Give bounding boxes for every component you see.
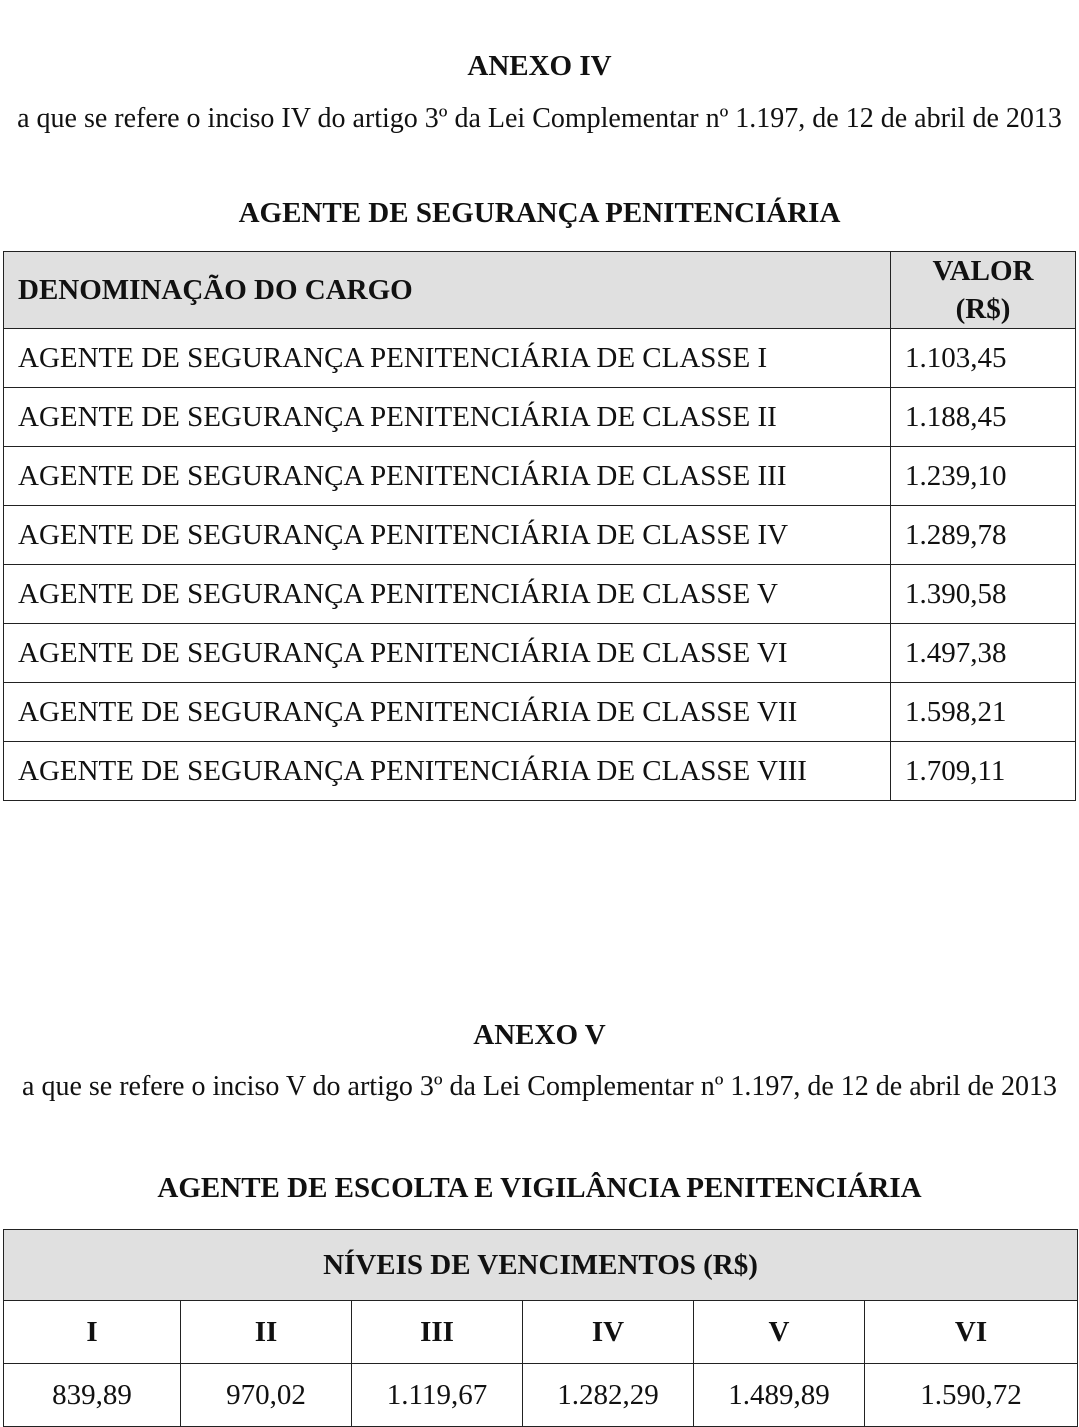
cargo-value: 1.103,45 (891, 329, 1076, 388)
cargo-value: 1.289,78 (891, 506, 1076, 565)
cargo-name: AGENTE DE SEGURANÇA PENITENCIÁRIA DE CLASSE VIII (4, 742, 891, 801)
annex-iv-table (3, 251, 1076, 801)
cargo-name: AGENTE DE SEGURANÇA PENITENCIÁRIA DE CLASSE IV (4, 506, 891, 565)
level-header: VI (865, 1301, 1078, 1364)
table-row (4, 565, 1076, 624)
level-value: 1.590,72 (865, 1364, 1078, 1427)
table-row (4, 447, 1076, 506)
cargo-name: AGENTE DE SEGURANÇA PENITENCIÁRIA DE CLASSE III (4, 447, 891, 506)
level-header: II (181, 1301, 352, 1364)
annex-iv-subtitle: a que se refere o inciso IV do artigo 3º da Lei Complementar nº 1.197, de 12 de abril de 2013 (17, 103, 1062, 134)
level-value: 970,02 (181, 1364, 352, 1427)
table-row (4, 624, 1076, 683)
level-header: I (4, 1301, 181, 1364)
table-row (4, 506, 1076, 565)
table-row (4, 329, 1076, 388)
cargo-value: 1.390,58 (891, 565, 1076, 624)
annex-v-table-title: AGENTE DE ESCOLTA E VIGILÂNCIA PENITENCIÁRIA (157, 1172, 922, 1204)
level-header: V (694, 1301, 865, 1364)
level-header: IV (523, 1301, 694, 1364)
table-row (4, 388, 1076, 447)
level-value: 1.282,29 (523, 1364, 694, 1427)
level-value: 1.489,89 (694, 1364, 865, 1427)
annex-iv-table-title: AGENTE DE SEGURANÇA PENITENCIÁRIA (238, 197, 841, 229)
cargo-name: AGENTE DE SEGURANÇA PENITENCIÁRIA DE CLASSE II (4, 388, 891, 447)
salary-levels-header: NÍVEIS DE VENCIMENTOS (R$) (4, 1230, 1078, 1301)
cargo-value: 1.188,45 (891, 388, 1076, 447)
cargo-name: AGENTE DE SEGURANÇA PENITENCIÁRIA DE CLASSE VII (4, 683, 891, 742)
table-row (4, 1364, 1078, 1427)
cargo-value: 1.598,21 (891, 683, 1076, 742)
cargo-name: AGENTE DE SEGURANÇA PENITENCIÁRIA DE CLASSE I (4, 329, 891, 388)
level-value: 1.119,67 (352, 1364, 523, 1427)
column-header-value (891, 252, 1076, 329)
level-header-row (4, 1301, 1078, 1364)
cargo-value: 1.497,38 (891, 624, 1076, 683)
cargo-name: AGENTE DE SEGURANÇA PENITENCIÁRIA DE CLASSE V (4, 565, 891, 624)
annex-v-title: ANEXO V (473, 1019, 606, 1051)
annex-iv-title: ANEXO IV (467, 50, 612, 82)
column-header-name: DENOMINAÇÃO DO CARGO (4, 252, 891, 329)
table-row (4, 742, 1076, 801)
cargo-name: AGENTE DE SEGURANÇA PENITENCIÁRIA DE CLASSE VI (4, 624, 891, 683)
column-header-value-line2: (R$) (955, 293, 1011, 325)
table-header-row (4, 252, 1076, 329)
table-header-row (4, 1230, 1078, 1301)
table-row (4, 683, 1076, 742)
column-header-value-line1: VALOR (932, 255, 1034, 287)
level-header: III (352, 1301, 523, 1364)
annex-v-subtitle: a que se refere o inciso V do artigo 3º da Lei Complementar nº 1.197, de 12 de abril de 2013 (22, 1071, 1057, 1102)
cargo-value: 1.709,11 (891, 742, 1076, 801)
level-value: 839,89 (4, 1364, 181, 1427)
annex-v-table (3, 1229, 1078, 1427)
cargo-value: 1.239,10 (891, 447, 1076, 506)
